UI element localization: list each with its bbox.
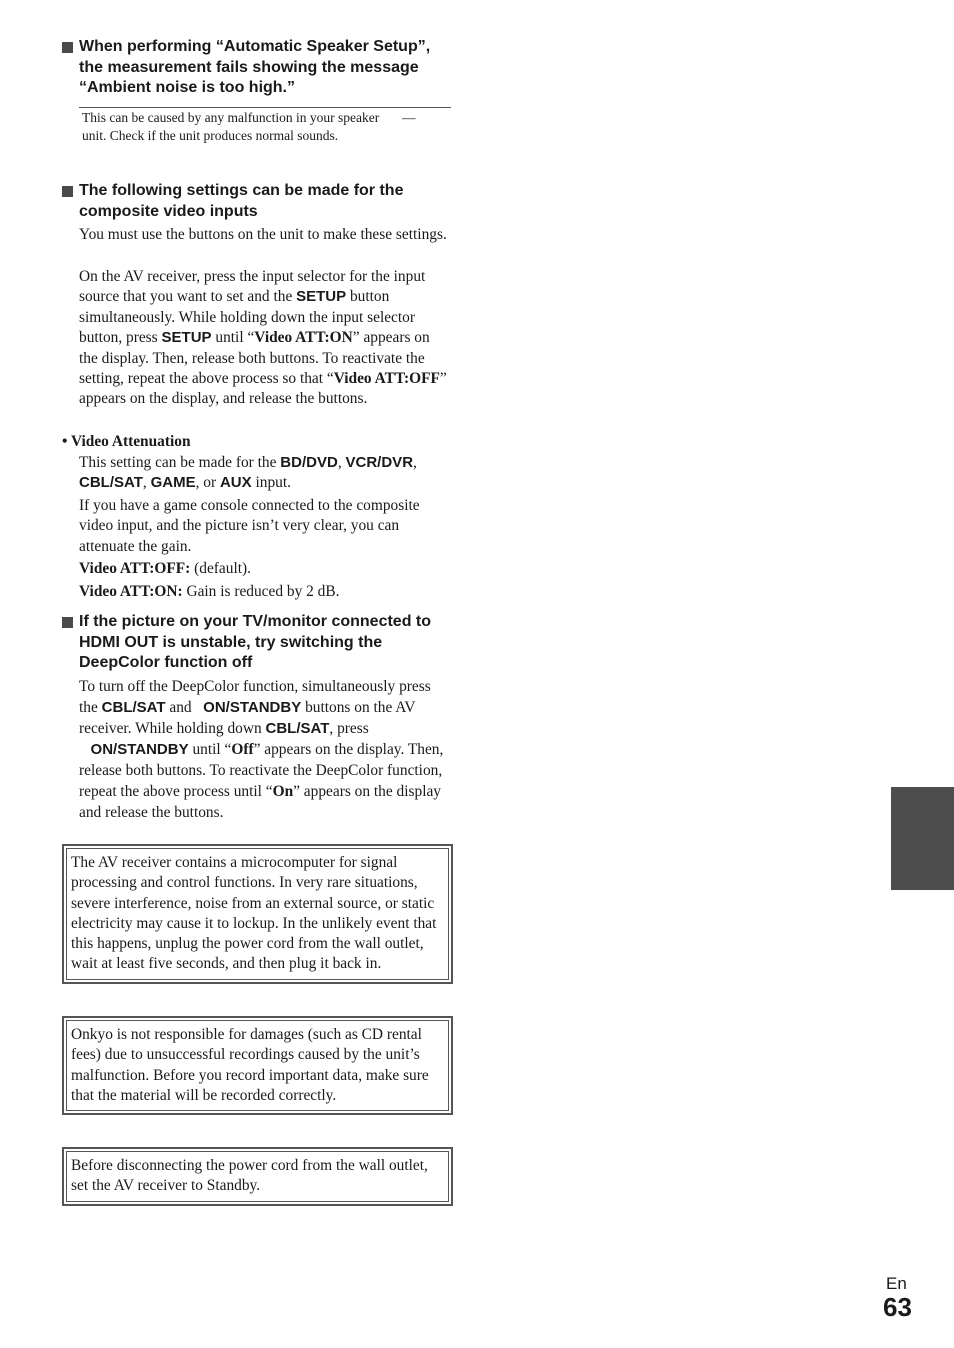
- square-bullet-icon: [62, 42, 73, 53]
- deepcolor-paragraph: To turn off the DeepColor function, simultaneously press the CBL/SAT and ON/STANDBY buttons on the AV receiver. While holding down CBL/SAT, press ON/STANDBY until “Off” appears on the display. Then, release both buttons. To reactivate the DeepColor function, repeat the above process until “On” appears on the display and release the buttons.: [79, 678, 444, 821]
- remedy-cell: —: [402, 110, 416, 125]
- attenuation-inputs-paragraph: This setting can be made for the BD/DVD, VCR/DVR, CBL/SAT, GAME, or AUX input.: [79, 454, 417, 492]
- chapter-tab: [891, 787, 954, 890]
- note-box-responsibility: Onkyo is not responsible for damages (such as CD rental fees) due to unsuccessful recordings caused by the unit’s malfunction. Before you record important data, make sure that the material will be recorded correctly.: [62, 1016, 453, 1115]
- intro-paragraph: You must use the buttons on the unit to make these settings.: [79, 226, 447, 243]
- page-number: 63: [883, 1292, 912, 1322]
- video-att-on-line: Video ATT:ON: Gain is reduced by 2 dB.: [79, 583, 340, 600]
- game-console-paragraph: If you have a game console connected to the composite video input, and the picture isn’t very clear, you can attenuate the gain.: [79, 497, 420, 555]
- video-att-off-line: Video ATT:OFF: (default).: [79, 560, 251, 577]
- cause-cell: This can be caused by any malfunction in your speaker unit. Check if the unit produces normal sounds.: [82, 110, 380, 143]
- note-box-standby: Before disconnecting the power cord from the wall outlet, set the AV receiver to Standby.: [62, 1147, 453, 1206]
- section-heading-speaker-setup: When performing “Automatic Speaker Setup”, the measurement fails showing the message “Ambient noise is too high.”: [62, 37, 454, 99]
- square-bullet-icon: [62, 186, 73, 197]
- video-attenuation-bullet: • Video Attenuation: [62, 433, 191, 450]
- instructions-paragraph: On the AV receiver, press the input selector for the input source that you want to set and the SETUP button simultaneously. While holding down the input selector button, press SETUP until “Video ATT:ON” appears on the display. Then, release both buttons. To reactivate the setting, repeat the above process so that “Video ATT:OFF” appears on the display, and release the buttons.: [79, 268, 447, 408]
- section-heading-deepcolor: If the picture on your TV/monitor connected to HDMI OUT is unstable, try switching the DeepColor function off: [62, 612, 454, 674]
- square-bullet-icon: [62, 617, 73, 628]
- table-top-rule: [79, 107, 451, 108]
- section-heading-composite-video: The following settings can be made for the composite video inputs: [62, 181, 454, 222]
- language-label: En: [886, 1274, 907, 1293]
- note-box-microcomputer: The AV receiver contains a microcomputer for signal processing and control functions. In very rare situations, severe interference, noise from an external source, or static electricity may cause it to lockup. In the unlikely event that this happens, unplug the power cord from the wall outlet, wait at least five seconds, and then plug it back in.: [62, 844, 453, 984]
